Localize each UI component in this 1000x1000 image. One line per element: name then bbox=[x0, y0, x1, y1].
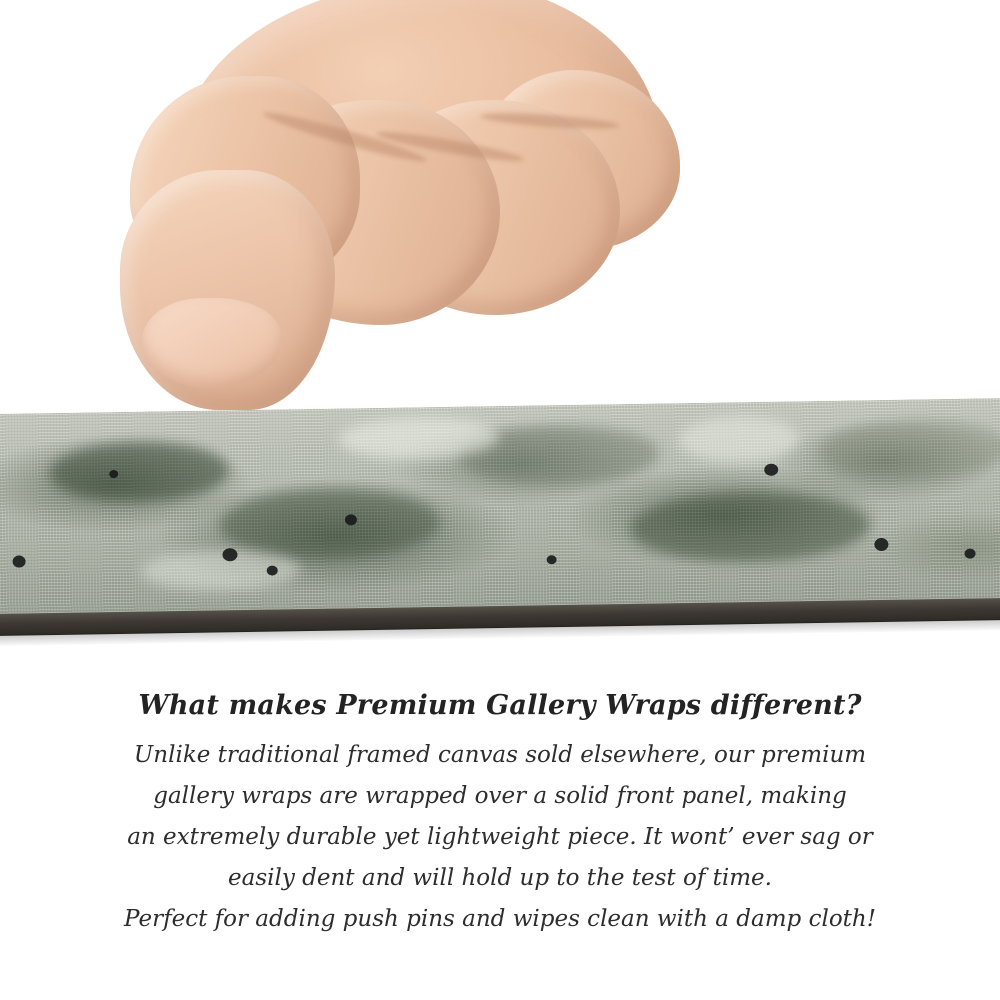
canvas-artwork-surface bbox=[0, 398, 1000, 620]
caption-line: Perfect for adding push pins and wipes clean with a damp cloth! bbox=[124, 906, 876, 932]
thumb-shape bbox=[120, 170, 335, 410]
caption-line: Unlike traditional framed canvas sold elsewhere, our premium bbox=[133, 742, 867, 768]
thumbnail-shape bbox=[142, 298, 282, 388]
caption-block bbox=[0, 690, 1000, 940]
caption-heading: What makes Premium Gallery Wraps different? bbox=[138, 690, 862, 721]
caption-line: easily dent and will hold up to the test of time. bbox=[228, 865, 772, 891]
hand-illustration bbox=[120, 0, 700, 420]
caption-line: an extremely durable yet lightweight piece. It wont’ ever sag or bbox=[127, 824, 873, 850]
gallery-wrap-edge bbox=[0, 398, 1000, 646]
caption-line: gallery wraps are wrapped over a solid front panel, making bbox=[153, 783, 847, 809]
